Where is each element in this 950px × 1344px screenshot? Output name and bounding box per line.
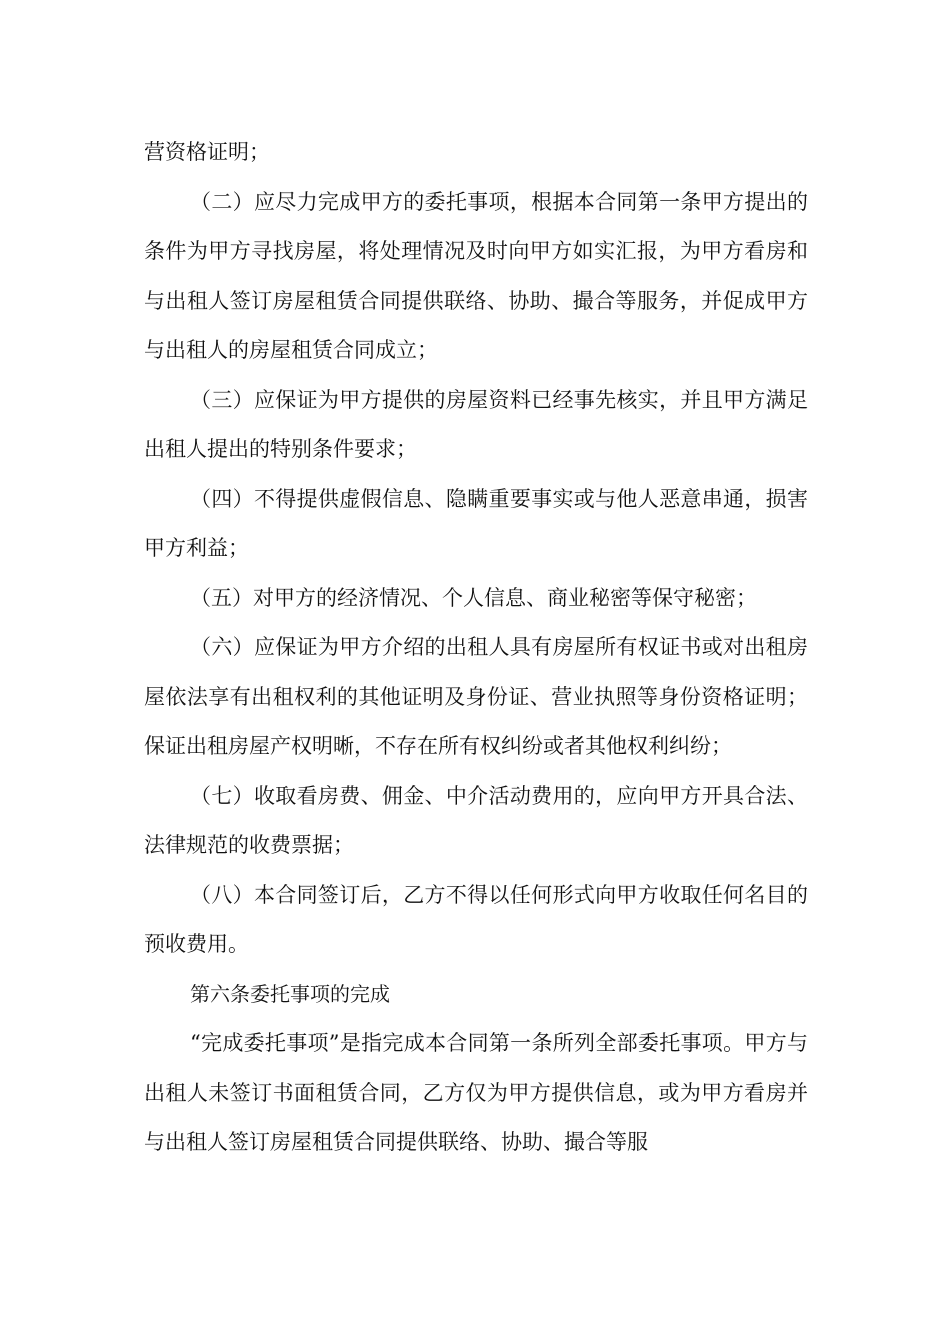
paragraph-item-2: （二）应尽力完成甲方的委托事项，根据本合同第一条甲方提出的条件为甲方寻找房屋，将处理情况及时向甲方如实汇报，为甲方看房和与出租人签订房屋租赁合同提供联络、协助、撮合等服务，并促成甲方与出租人的房屋租赁合同成立； xyxy=(144,189,808,362)
paragraph-item-6: （六）应保证为甲方介绍的出租人具有房屋所有权证书或对出租房屋依法享有出租权利的其他证明及身份证、营业执照等身份资格证明；保证出租房屋产权明晰，不存在所有权纠纷或者其他权利纠纷； xyxy=(144,635,808,758)
paragraph-item-5: （五）对甲方的经济情况、个人信息、商业秘密等保守秘密； xyxy=(190,585,757,610)
paragraph-article-6-body: “完成委托事项”是指完成本合同第一条所列全部委托事项。甲方与出租人未签订书面租赁合同，乙方仅为甲方提供信息，或为甲方看房并与出租人签订房屋租赁合同提供联络、协助、撮合等服 xyxy=(144,1031,808,1154)
article-6-heading: 第六条委托事项的完成 xyxy=(190,981,390,1006)
paragraph-item-8: （八）本合同签订后，乙方不得以任何形式向甲方收取任何名目的预收费用。 xyxy=(144,882,808,956)
paragraph-item-7: （七）收取看房费、佣金、中介活动费用的，应向甲方开具合法、法律规范的收费票据； xyxy=(144,783,808,857)
paragraph-continuation: 营资格证明； xyxy=(144,140,270,164)
document-body xyxy=(144,128,808,1168)
paragraph-item-3: （三）应保证为甲方提供的房屋资料已经事先核实，并且甲方满足出租人提出的特别条件要求； xyxy=(144,387,808,461)
paragraph-item-4: （四）不得提供虚假信息、隐瞒重要事实或与他人恶意串通，损害甲方利益； xyxy=(144,486,808,560)
